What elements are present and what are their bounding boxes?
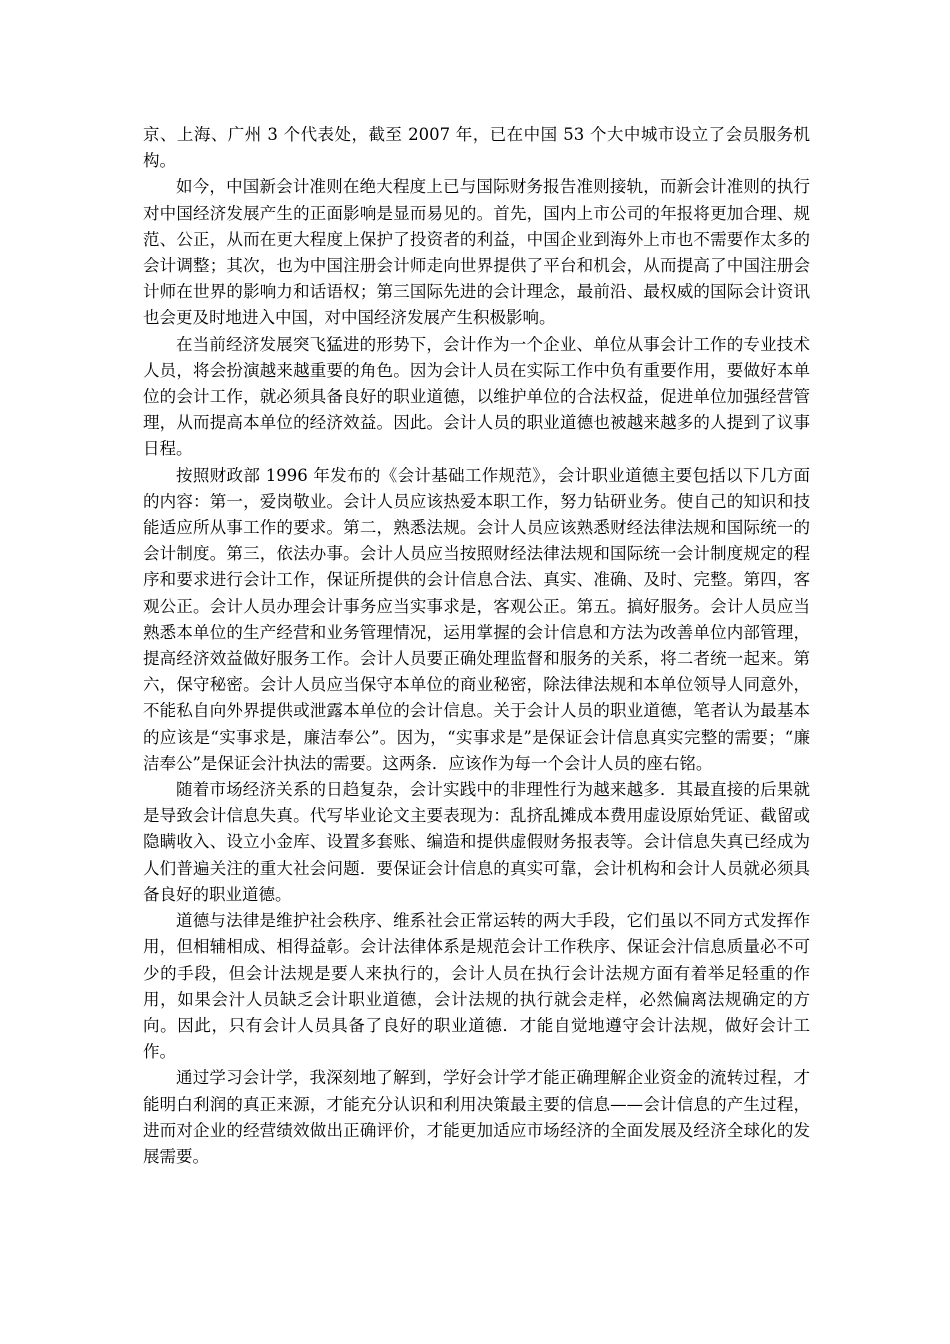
paragraph-ethics-and-law: 道德与法律是维护社会秩序、维系社会正常运转的两大手段，它们虽以不同方式发挥作用，但相辅相成、相得益彰。会计法律体系是规范会计工作秩序、保证会汁信息质量必不可少的手段，但会计法规是要人来执行的，会计人员在执行会计法规方面有着举足轻重的作用，如果会汁人员缺乏会计职业道德，会计法规的执行就会走样，必然偏离法规确定的方向。因此，只有会计人员具备了良好的职业道德．才能自觉地遵守会计法规，做好会计工作。 (143, 911, 810, 1062)
document-body (143, 122, 810, 1170)
paragraph-ethics-content: 按照财政部 1996 年发布的《会计基础工作规范》，会计职业道德主要包括以下几方面的内容：第一，爱岗敬业。会计人员应该热爱本职工作，努力钻研业务。使自己的知识和技能适应所从事工作的要求。第二，熟悉法规。会计人员应该熟悉财经法律法规和国际统一的会计制度。第三，依法办事。会计人员应当按照财经法律法规和国际统一会计制度规定的程序和要求进行会计工作，保证所提供的会计信息合法、真实、准确、及时、完整。第四，客观公正。会计人员办理会计事务应当实事求是，客观公正。第五。搞好服务。会计人员应当熟悉本单位的生产经营和业务管理情况，运用掌握的会计信息和方法为改善单位内部管理，提高经济效益做好服务工作。会计人员要正确处理监督和服务的关系，将二者统一起来。第六，保守秘密。会计人员应当保守本单位的商业秘密，除法律法规和本单位领导人同意外，不能私自向外界提供或泄露本单位的会计信息。关于会计人员的职业道德，笔者认为最基本的应该是“实事求是，廉洁奉公”。因为，“实事求是”是保证会计信息真实完整的需要；“廉洁奉公”是保证会汁执法的需要。这两条．应该作为每一个会计人员的座右铭。 (143, 465, 810, 773)
paragraph-conclusion: 通过学习会计学，我深刻地了解到，学好会计学才能正确理解企业资金的流转过程，才能明白利润的真正来源，才能充分认识和利用决策最主要的信息——会计信息的产生过程，进而对企业的经营绩效做出正确评价，才能更加适应市场经济的全面发展及经济全球化的发展需要。 (143, 1068, 810, 1166)
paragraph-accountant-role: 在当前经济发展突飞猛进的形势下，会计作为一个企业、单位从事会计工作的专业技术人员，将会扮演越来越重要的角色。因为会计人员在实际工作中负有重要作用，要做好本单位的会计工作，就必须具备良好的职业道德，以维护单位的合法权益，促进单位加强经营管理，从而提高本单位的经济效益。因此。会计人员的职业道德也被越来越多的人提到了议事日程。 (143, 334, 810, 459)
paragraph-continued: 京、上海、广州 3 个代表处，截至 2007 年，已在中国 53 个大中城市设立了会员服务机构。 (143, 125, 810, 171)
paragraph-new-standards: 如今，中国新会计准则在绝大程度上已与国际财务报告准则接轨，而新会计准则的执行对中国经济发展产生的正面影响是显而易见的。首先，国内上市公司的年报将更加合理、规范、公正，从而在更大程度上保护了投资者的利益，中国企业到海外上市也不需要作太多的会计调整；其次，也为中国注册会计师走向世界提供了平台和机会，从而提高了中国注册会计师在世界的影响力和话语权；第三国际先进的会计理念，最前沿、最权威的国际会计资讯也会更及时地进入中国，对中国经济发展产生积极影响。 (143, 177, 810, 328)
paragraph-information-distortion: 随着市场经济关系的日趋复杂，会计实践中的非理性行为越来越多．其最直接的后果就是导致会计信息失真。代写毕业论文主要表现为：乱挤乱摊成本费用虚设原始凭证、截留或隐瞒收入、设立小金库、设置多套账、编造和提供虚假财务报表等。会计信息失真已经成为人们普遍关注的重大社会问题．要保证会计信息的真实可靠，会计机构和会计人员就必须具备良好的职业道德。 (143, 780, 810, 904)
